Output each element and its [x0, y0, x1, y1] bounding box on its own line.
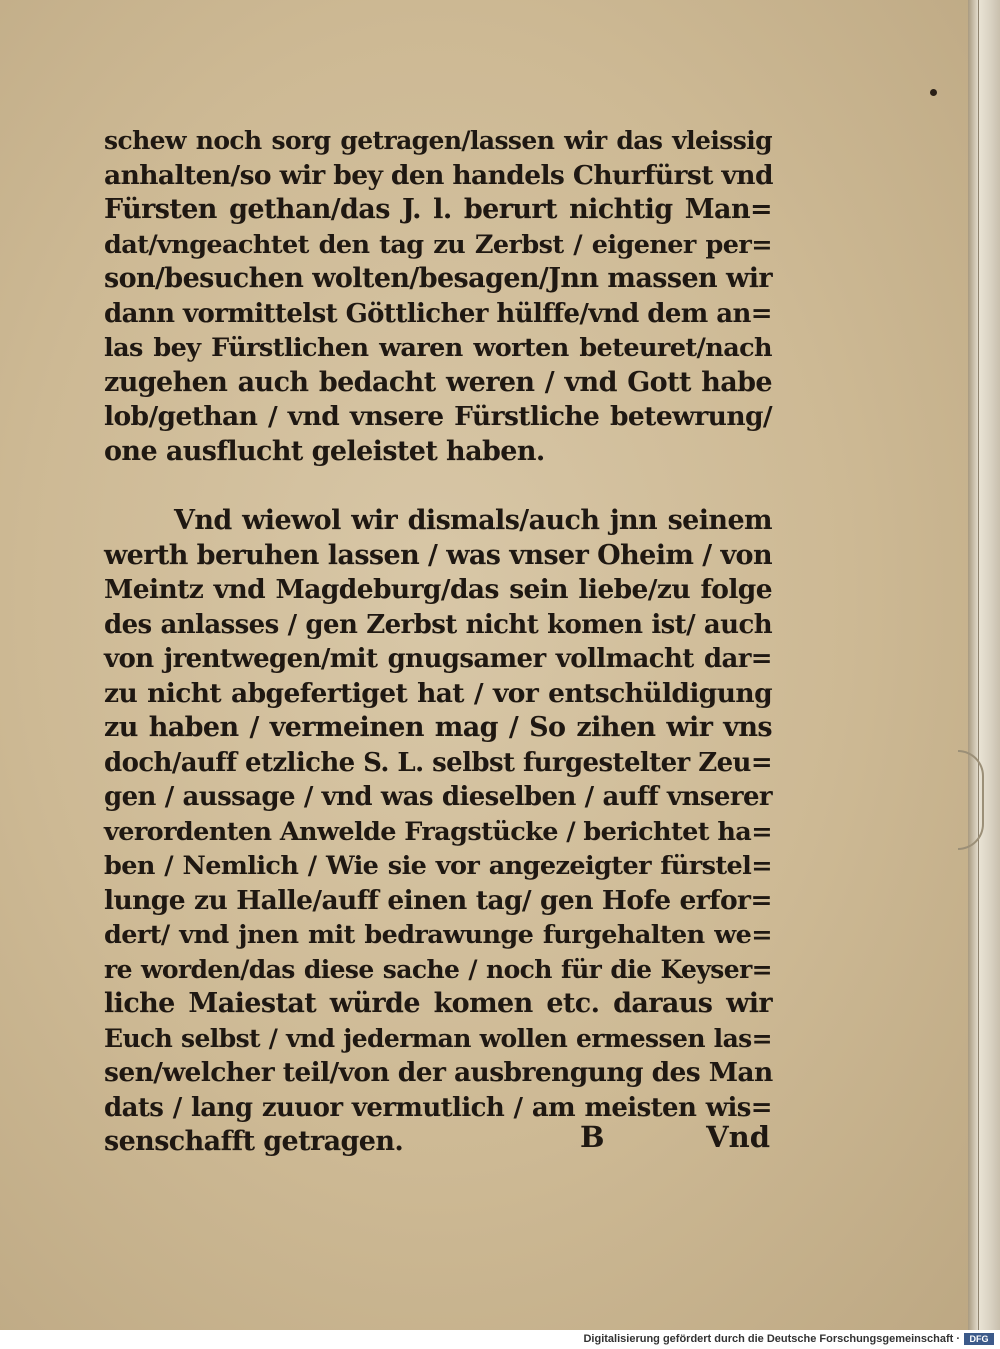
- text-line: re worden/das diese sache / noch für die Keyser=: [104, 954, 772, 984]
- footer-credit: Digitalisierung gefördert durch die Deutsche Forschungsgemeinschaft ·: [583, 1333, 960, 1345]
- text-line: one ausflucht geleistet haben.: [104, 435, 545, 467]
- signature-mark: B: [580, 1120, 605, 1154]
- text-line: las bey Fürstlichen waren worten beteuret/nach: [104, 333, 772, 363]
- text-line: Vnd wiewol wir dismals/auch jnn seinem: [174, 505, 772, 536]
- text-line: lunge zu Halle/auff einen tag/ gen Hofe erfor=: [104, 884, 772, 916]
- paragraph-1: [104, 124, 772, 469]
- text-line: senschafft getragen.: [104, 1126, 404, 1157]
- footer-bar: [0, 1330, 1000, 1349]
- text-line: zu nicht abgefertiget hat / vor entschüldigung: [104, 677, 772, 709]
- text-block: [104, 124, 772, 1160]
- text-line: werth beruhen lassen / was vnser Oheim / von: [104, 539, 772, 571]
- text-line: schew noch sorg getragen/lassen wir das vleissig: [104, 126, 772, 155]
- paragraph-gap: [104, 469, 772, 504]
- text-line: dert/ vnd jnen mit bedrawunge furgehalten we=: [104, 920, 772, 950]
- text-line: Meintz vnd Magdeburg/das sein liebe/zu folge: [104, 574, 772, 605]
- text-line: dats / lang zuuor vermutlich / am meisten wis=: [104, 1092, 772, 1123]
- text-line: doch/auff etzliche S. L. selbst furgestelter Zeu=: [104, 747, 772, 778]
- ink-dot: [930, 89, 937, 96]
- text-line: lob/gethan / vnd vnsere Fürstliche betewrung/: [104, 401, 772, 432]
- text-line: sen/welcher teil/von der ausbrengung des Man: [104, 1057, 773, 1088]
- text-line: gen / aussage / vnd was dieselben / auff vnserer: [104, 782, 772, 812]
- text-line: Fürsten gethan/das J. l. berurt nichtig Man=: [104, 194, 772, 225]
- text-line: Euch selbst / vnd jederman wollen ermessen las=: [104, 1023, 772, 1053]
- text-line: von jrentwegen/mit gnugsamer vollmacht dar=: [104, 644, 772, 674]
- text-line: zu haben / vermeinen mag / So zihen wir vns: [104, 712, 772, 743]
- paper-edge-line: [978, 0, 979, 1330]
- text-line: son/besuchen wolten/besagen/Jnn massen wir: [104, 263, 772, 294]
- paper-edge: [968, 0, 1000, 1330]
- text-line: des anlasses / gen Zerbst nicht komen ist/ auch: [104, 609, 772, 640]
- text-line: zugehen auch bedacht weren / vnd Gott habe: [104, 366, 772, 398]
- text-line: liche Maiestat würde komen etc. daraus wir: [104, 988, 772, 1019]
- text-line: dat/vngeachtet den tag zu Zerbst / eigener per=: [104, 229, 772, 260]
- text-line: dann vormittelst Göttlicher hülffe/vnd dem an=: [104, 298, 772, 329]
- text-line: verordenten Anwelde Fragstücke / berichtet ha=: [104, 816, 772, 847]
- paragraph-2: [104, 504, 772, 1160]
- text-line: ben / Nemlich / Wie sie vor angezeigter fürstel=: [104, 851, 772, 881]
- paper-edge-curve: [958, 750, 984, 850]
- catchword: Vnd: [706, 1120, 770, 1154]
- dfg-logo-icon: DFG: [964, 1333, 994, 1345]
- text-line: anhalten/so wir bey den handels Churfürst vnd: [104, 159, 773, 191]
